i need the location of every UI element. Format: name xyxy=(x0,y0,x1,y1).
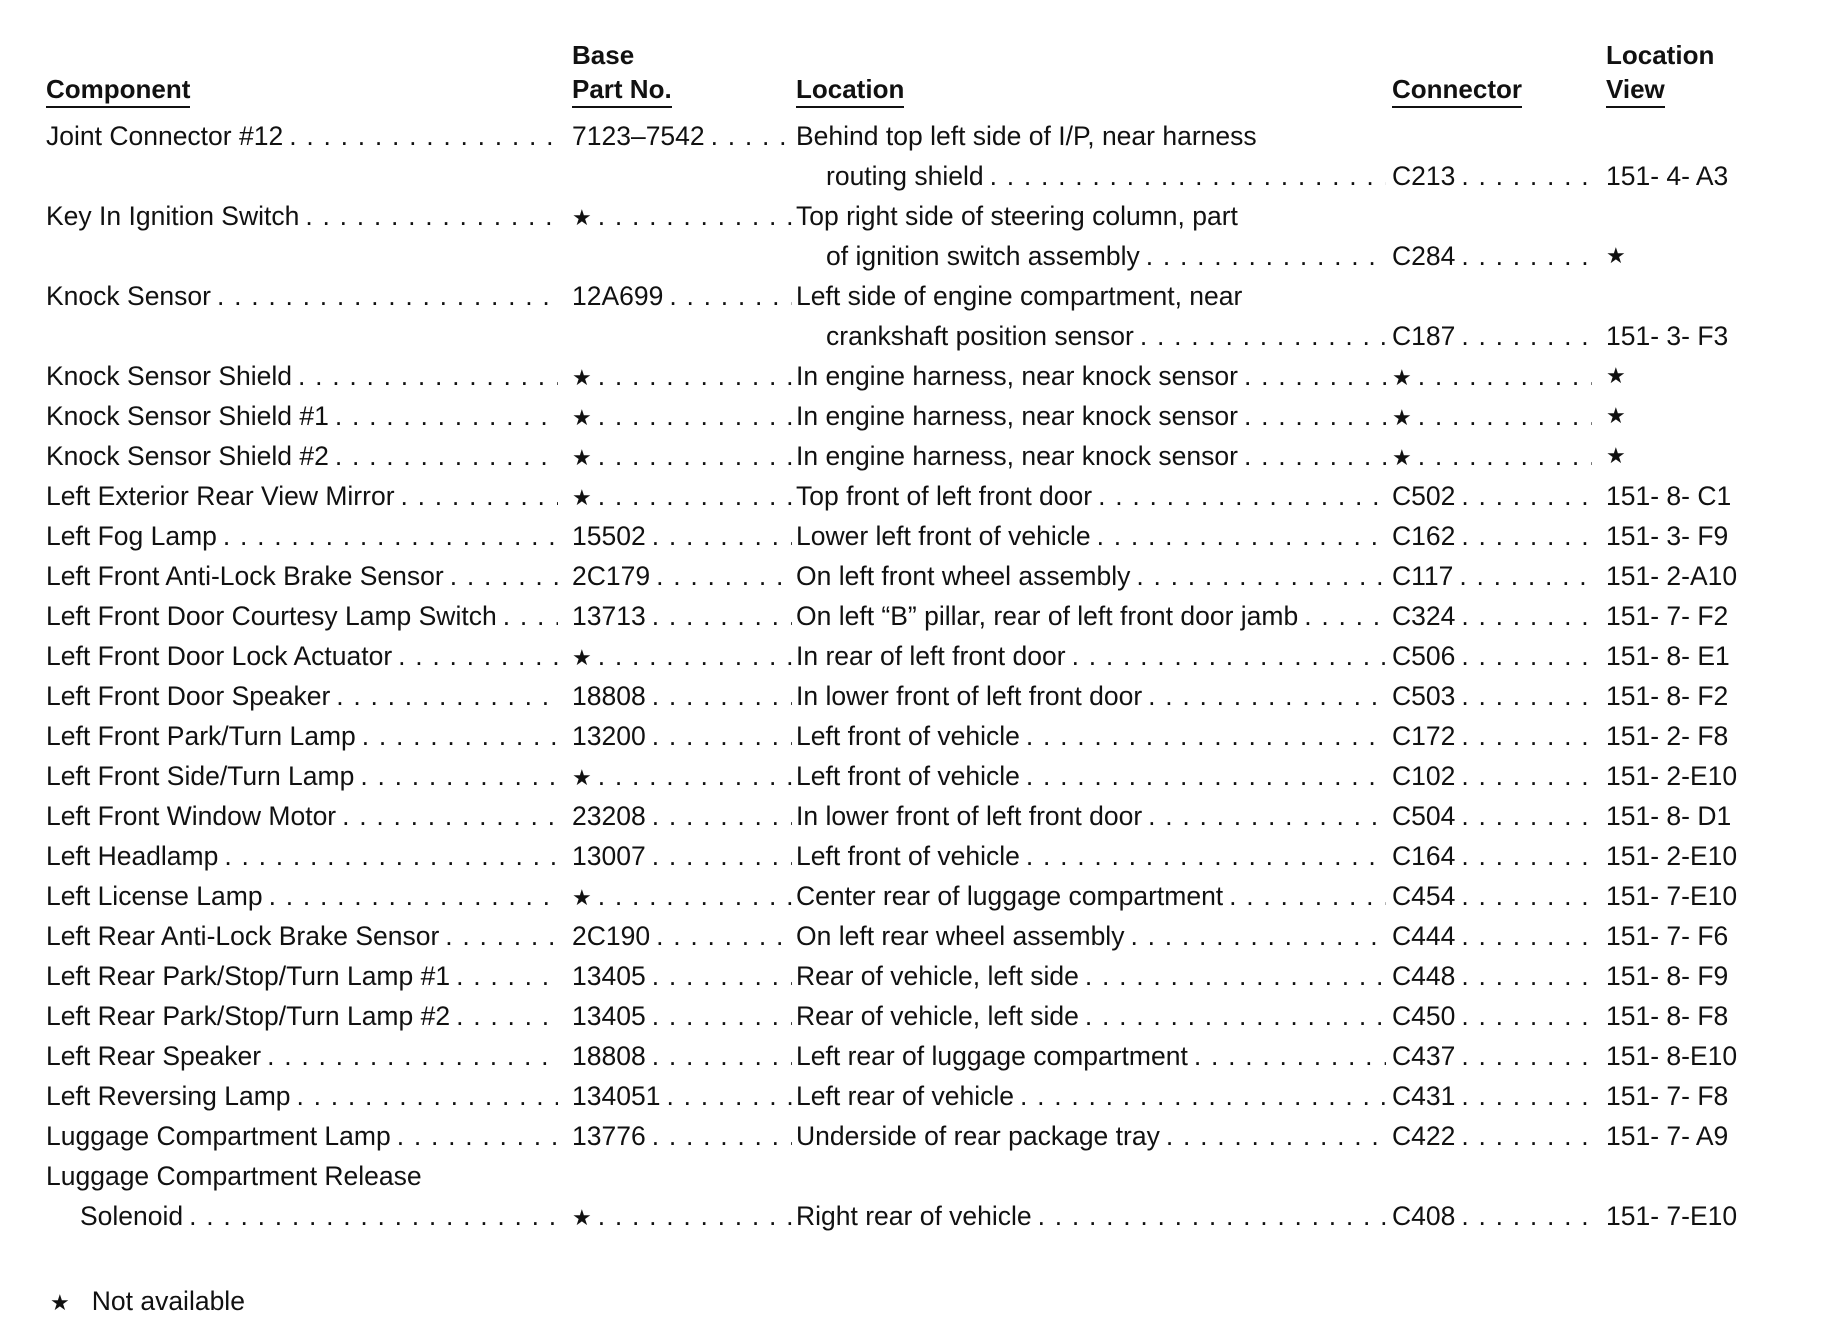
connector-cell: C408 . . . xyxy=(1392,1196,1592,1236)
component-cell: Joint Connector #12 . . . xyxy=(46,116,558,156)
part-cell: 15502 . . . xyxy=(572,516,792,556)
connector-cell: C172 . . . xyxy=(1392,716,1592,756)
view-cell: 151- 8- D1 xyxy=(1606,801,1732,831)
location-cell: Rear of vehicle, left side . . . xyxy=(796,956,1386,996)
location-cell: Lower left front of vehicle . . . xyxy=(796,516,1386,556)
part-cell: ★ . . . xyxy=(572,636,792,678)
footnote-text: Not available xyxy=(91,1286,245,1316)
view-cell: 151- 2- F8 xyxy=(1606,721,1729,751)
connector-cell: C187 . . . xyxy=(1392,316,1592,356)
table-row xyxy=(0,876,1836,916)
location-cell: crankshaft position sensor . . . xyxy=(826,316,1386,356)
connector-cell: C448 . . . xyxy=(1392,956,1592,996)
part-cell: ★ . . . xyxy=(572,356,792,398)
location-cell: Left rear of luggage compartment . . . xyxy=(796,1036,1386,1076)
location-cell: Left front of vehicle . . . xyxy=(796,716,1386,756)
view-cell: 151- 7-E10 xyxy=(1606,1201,1738,1231)
table-row xyxy=(0,996,1836,1036)
table-row xyxy=(0,1036,1836,1076)
component-cell: Left License Lamp . . . xyxy=(46,876,558,916)
table-row-continuation xyxy=(0,236,1836,276)
part-cell: ★ . . . xyxy=(572,196,792,238)
table-row-continuation xyxy=(0,1196,1836,1236)
location-cell: Left front of vehicle . . . xyxy=(796,756,1386,796)
connector-cell: C431 . . . xyxy=(1392,1076,1592,1116)
location-cell: of ignition switch assembly . . . xyxy=(826,236,1386,276)
table-row xyxy=(0,556,1836,596)
view-cell: 151- 7-E10 xyxy=(1606,881,1738,911)
component-cell: Left Headlamp . . . xyxy=(46,836,558,876)
location-cell: Top front of left front door . . . xyxy=(796,476,1386,516)
part-cell: ★ . . . xyxy=(572,876,792,918)
table-row xyxy=(0,476,1836,516)
connector-cell: C437 . . . xyxy=(1392,1036,1592,1076)
table-row xyxy=(0,1076,1836,1116)
component-cell: Left Front Window Motor . . . xyxy=(46,796,558,836)
table-row-continuation xyxy=(0,316,1836,356)
view-cell: 151- 8- F9 xyxy=(1606,961,1729,991)
part-cell: 13007 . . . xyxy=(572,836,792,876)
location-cell: On left “B” pillar, rear of left front door jamb . . . xyxy=(796,596,1386,636)
connector-cell: C164 . . . xyxy=(1392,836,1592,876)
component-cell: Luggage Compartment Lamp . . . xyxy=(46,1116,558,1156)
part-cell: ★ . . . xyxy=(572,476,792,518)
view-cell: 151- 8- F2 xyxy=(1606,681,1729,711)
table-row xyxy=(0,756,1836,796)
location-cell: In lower front of left front door . . . xyxy=(796,796,1386,836)
component-cell: Left Front Anti-Lock Brake Sensor . . . xyxy=(46,556,558,596)
view-cell: 151- 8-E10 xyxy=(1606,1041,1738,1071)
table-row xyxy=(0,836,1836,876)
part-cell: 134051 . . . xyxy=(572,1076,792,1116)
connector-cell: C102 . . . xyxy=(1392,756,1592,796)
connector-cell: C450 . . . xyxy=(1392,996,1592,1036)
component-cell: Knock Sensor Shield #2 . . . xyxy=(46,436,558,476)
location-cell: Left side of engine compartment, near xyxy=(796,281,1243,311)
header-component: Component xyxy=(46,72,190,108)
connector-cell: C117 . . . xyxy=(1392,556,1592,596)
location-cell: In engine harness, near knock sensor . . . xyxy=(796,356,1386,396)
connector-cell: C503 . . . xyxy=(1392,676,1592,716)
component-cell: Left Rear Speaker . . . xyxy=(46,1036,558,1076)
connector-cell: C506 . . . xyxy=(1392,636,1592,676)
component-cell: Left Front Door Lock Actuator . . . xyxy=(46,636,558,676)
part-cell: 2C190 . . . xyxy=(572,916,792,956)
footnote xyxy=(50,1284,245,1320)
table-row xyxy=(0,396,1836,436)
connector-cell: C422 . . . xyxy=(1392,1116,1592,1156)
component-cell: Left Front Park/Turn Lamp . . . xyxy=(46,716,558,756)
table-row-continuation xyxy=(0,156,1836,196)
connector-cell: C502 . . . xyxy=(1392,476,1592,516)
component-cell: Knock Sensor . . . xyxy=(46,276,558,316)
component-cell: Left Front Side/Turn Lamp . . . xyxy=(46,756,558,796)
location-cell: On left front wheel assembly . . . xyxy=(796,556,1386,596)
location-cell: Left rear of vehicle . . . xyxy=(796,1076,1386,1116)
table-row xyxy=(0,716,1836,756)
connector-cell: ★ . . . xyxy=(1392,436,1592,478)
connector-cell: ★ . . . xyxy=(1392,396,1592,438)
table-row xyxy=(0,516,1836,556)
location-cell: In engine harness, near knock sensor . . . xyxy=(796,436,1386,476)
component-cell: Luggage Compartment Release xyxy=(46,1161,422,1191)
connector-cell: C324 . . . xyxy=(1392,596,1592,636)
component-cell: Knock Sensor Shield #1 . . . xyxy=(46,396,558,436)
view-cell: 151- 2-A10 xyxy=(1606,561,1738,591)
view-cell: ★ xyxy=(1606,243,1626,268)
part-cell: 18808 . . . xyxy=(572,676,792,716)
connector-cell: C213 . . . xyxy=(1392,156,1592,196)
view-cell: 151- 7- F8 xyxy=(1606,1081,1729,1111)
part-cell: 13200 . . . xyxy=(572,716,792,756)
location-cell: In engine harness, near knock sensor . . . xyxy=(796,396,1386,436)
table-row xyxy=(0,916,1836,956)
view-cell: 151- 7- A9 xyxy=(1606,1121,1729,1151)
parts-table xyxy=(0,116,1836,1236)
table-row xyxy=(0,636,1836,676)
connector-cell: C162 . . . xyxy=(1392,516,1592,556)
part-cell: 2C179 . . . xyxy=(572,556,792,596)
location-cell: On left rear wheel assembly . . . xyxy=(796,916,1386,956)
header-location: Location xyxy=(796,72,904,108)
view-cell: 151- 3- F9 xyxy=(1606,521,1729,551)
table-row xyxy=(0,596,1836,636)
connector-cell: C284 . . . xyxy=(1392,236,1592,276)
component-cell: Left Rear Park/Stop/Turn Lamp #2 . . . xyxy=(46,996,558,1036)
component-cell: Left Reversing Lamp . . . xyxy=(46,1076,558,1116)
part-cell: ★ . . . xyxy=(572,436,792,478)
location-cell: Left front of vehicle . . . xyxy=(796,836,1386,876)
component-cell: Left Rear Park/Stop/Turn Lamp #1 . . . xyxy=(46,956,558,996)
header-location-view: Location View xyxy=(1606,38,1714,108)
view-cell: 151- 3- F3 xyxy=(1606,321,1729,351)
part-cell: 13405 . . . xyxy=(572,996,792,1036)
location-cell: routing shield . . . xyxy=(826,156,1386,196)
table-row xyxy=(0,1116,1836,1156)
location-cell: Behind top left side of I/P, near harness xyxy=(796,121,1257,151)
star-icon: ★ xyxy=(50,1290,70,1315)
component-cell: Left Rear Anti-Lock Brake Sensor . . . xyxy=(46,916,558,956)
table-row xyxy=(0,436,1836,476)
part-cell: 18808 . . . xyxy=(572,1036,792,1076)
component-cell: Solenoid . . . xyxy=(80,1196,564,1236)
header-base-part-no: Base Part No. xyxy=(572,38,672,108)
component-cell: Left Front Door Courtesy Lamp Switch . . . xyxy=(46,596,558,636)
table-row xyxy=(0,276,1836,316)
table-row xyxy=(0,116,1836,156)
part-cell: 13713 . . . xyxy=(572,596,792,636)
view-cell: ★ xyxy=(1606,443,1626,468)
part-cell: ★ . . . xyxy=(572,1196,792,1238)
location-cell: Right rear of vehicle . . . xyxy=(796,1196,1386,1236)
table-row xyxy=(0,796,1836,836)
view-cell: 151- 8- F8 xyxy=(1606,1001,1729,1031)
view-cell: 151- 7- F6 xyxy=(1606,921,1729,951)
location-cell: Underside of rear package tray . . . xyxy=(796,1116,1386,1156)
component-cell: Knock Sensor Shield . . . xyxy=(46,356,558,396)
view-cell: 151- 2-E10 xyxy=(1606,841,1738,871)
table-row xyxy=(0,196,1836,236)
location-cell: In rear of left front door . . . xyxy=(796,636,1386,676)
table-row xyxy=(0,676,1836,716)
table-row xyxy=(0,1156,1836,1196)
table-row xyxy=(0,356,1836,396)
component-cell: Left Fog Lamp . . . xyxy=(46,516,558,556)
part-cell: 13405 . . . xyxy=(572,956,792,996)
connector-cell: C444 . . . xyxy=(1392,916,1592,956)
part-cell: 7123–7542 . . . xyxy=(572,116,792,156)
part-cell: 13776 . . . xyxy=(572,1116,792,1156)
connector-cell: ★ . . . xyxy=(1392,356,1592,398)
table-row xyxy=(0,956,1836,996)
part-cell: 12A699 . . . xyxy=(572,276,792,316)
location-cell: Center rear of luggage compartment . . . xyxy=(796,876,1386,916)
component-cell: Left Front Door Speaker . . . xyxy=(46,676,558,716)
location-cell: Top right side of steering column, part xyxy=(796,201,1238,231)
location-cell: In lower front of left front door . . . xyxy=(796,676,1386,716)
view-cell: 151- 7- F2 xyxy=(1606,601,1729,631)
view-cell: 151- 8- C1 xyxy=(1606,481,1732,511)
location-cell: Rear of vehicle, left side . . . xyxy=(796,996,1386,1036)
view-cell: ★ xyxy=(1606,363,1626,388)
connector-cell: C454 . . . xyxy=(1392,876,1592,916)
header-connector: Connector xyxy=(1392,72,1522,108)
view-cell: 151- 8- E1 xyxy=(1606,641,1730,671)
component-cell: Left Exterior Rear View Mirror . . . xyxy=(46,476,558,516)
component-cell: Key In Ignition Switch . . . xyxy=(46,196,558,236)
part-cell: ★ . . . xyxy=(572,396,792,438)
view-cell: 151- 4- A3 xyxy=(1606,161,1729,191)
view-cell: 151- 2-E10 xyxy=(1606,761,1738,791)
connector-cell: C504 . . . xyxy=(1392,796,1592,836)
view-cell: ★ xyxy=(1606,403,1626,428)
part-cell: 23208 . . . xyxy=(572,796,792,836)
part-cell: ★ . . . xyxy=(572,756,792,798)
